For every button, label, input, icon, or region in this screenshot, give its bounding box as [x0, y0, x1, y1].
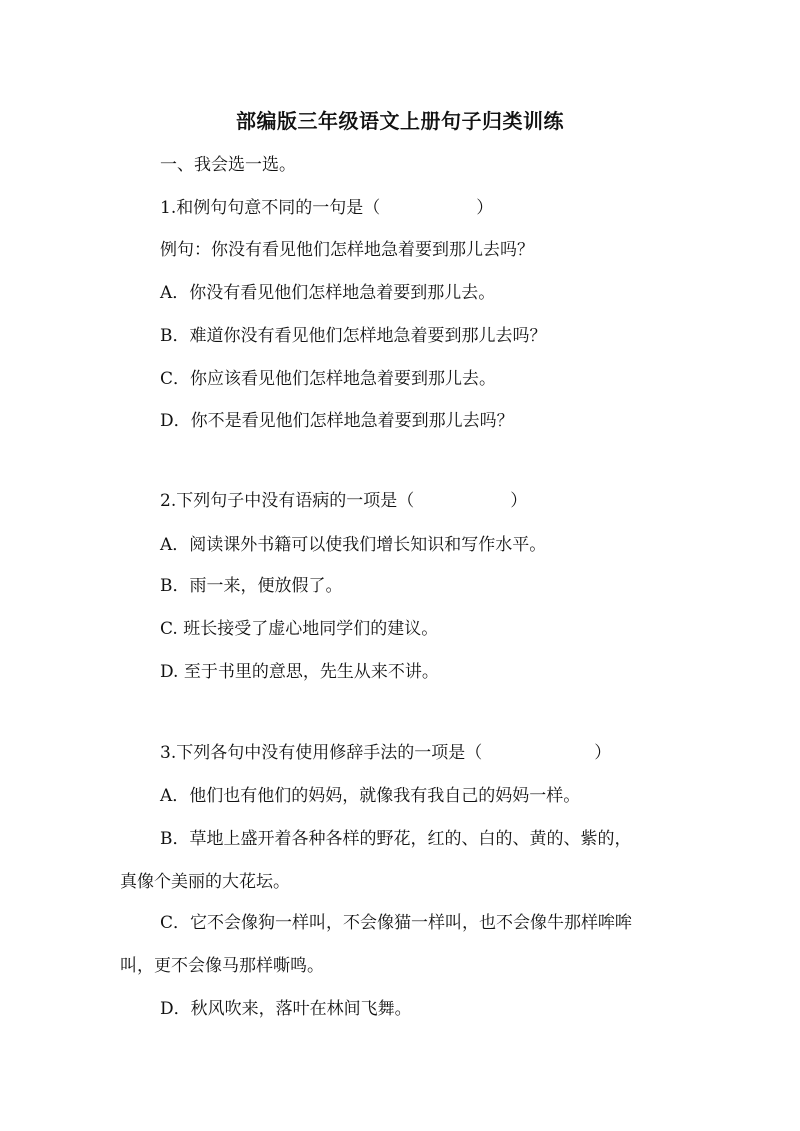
question-2-option-c: C. 班长接受了虚心地同学们的建议。 [160, 619, 439, 639]
question-3-stem [160, 740, 611, 766]
question-1-option-b: B．难道你没有看见他们怎样地急着要到那儿去吗？ [160, 326, 547, 346]
question-3-option-a: A．他们也有他们的妈妈，就像我有我自己的妈妈一样。 [160, 786, 581, 806]
question-1-stem-close: ） [476, 198, 494, 218]
question-1-option-c: C．你应该看见他们怎样地急着要到那儿去。 [160, 369, 497, 389]
question-3-stem-close: ） [594, 743, 612, 763]
question-1-option-d: D．你不是看见他们怎样地急着要到那儿去吗？ [160, 411, 514, 431]
question-2-option-b: B．雨一来，便放假了。 [160, 576, 343, 596]
question-3-option-b-continued: 真像个美丽的大花坛。 [120, 872, 290, 892]
question-2-stem-text: 2.下列句子中没有语病的一项是（ [160, 491, 415, 511]
page-title: 部编版三年级语文上册句子归类训练 [236, 109, 564, 133]
question-1-option-a: A．你没有看见他们怎样地急着要到那儿去。 [160, 283, 496, 303]
question-1-example: 例句：你没有看见他们怎样地急着要到那儿去吗？ [160, 240, 534, 260]
question-2-stem-close: ） [510, 491, 528, 511]
question-3-option-c: C．它不会像狗一样叫，不会像猫一样叫，也不会像牛那样哞哞 [160, 913, 633, 933]
question-3-option-c-continued: 叫，更不会像马那样嘶鸣。 [120, 956, 324, 976]
question-3-option-b: B．草地上盛开着各种各样的野花，红的、白的、黄的、紫的， [160, 829, 632, 849]
question-2-option-d: D. 至于书里的意思，先生从来不讲。 [160, 662, 439, 682]
question-2-option-a: A．阅读课外书籍可以使我们增长知识和写作水平。 [160, 535, 547, 555]
question-3-option-d: D．秋风吹来，落叶在林间飞舞。 [160, 999, 412, 1019]
question-1-stem-text: 1.和例句句意不同的一句是（ [160, 198, 381, 218]
section-heading: 一、我会选一选。 [160, 155, 296, 175]
question-3-stem-text: 3.下列各句中没有使用修辞手法的一项是（ [160, 743, 483, 763]
question-2-stem [160, 488, 527, 514]
question-1-stem [160, 195, 493, 221]
